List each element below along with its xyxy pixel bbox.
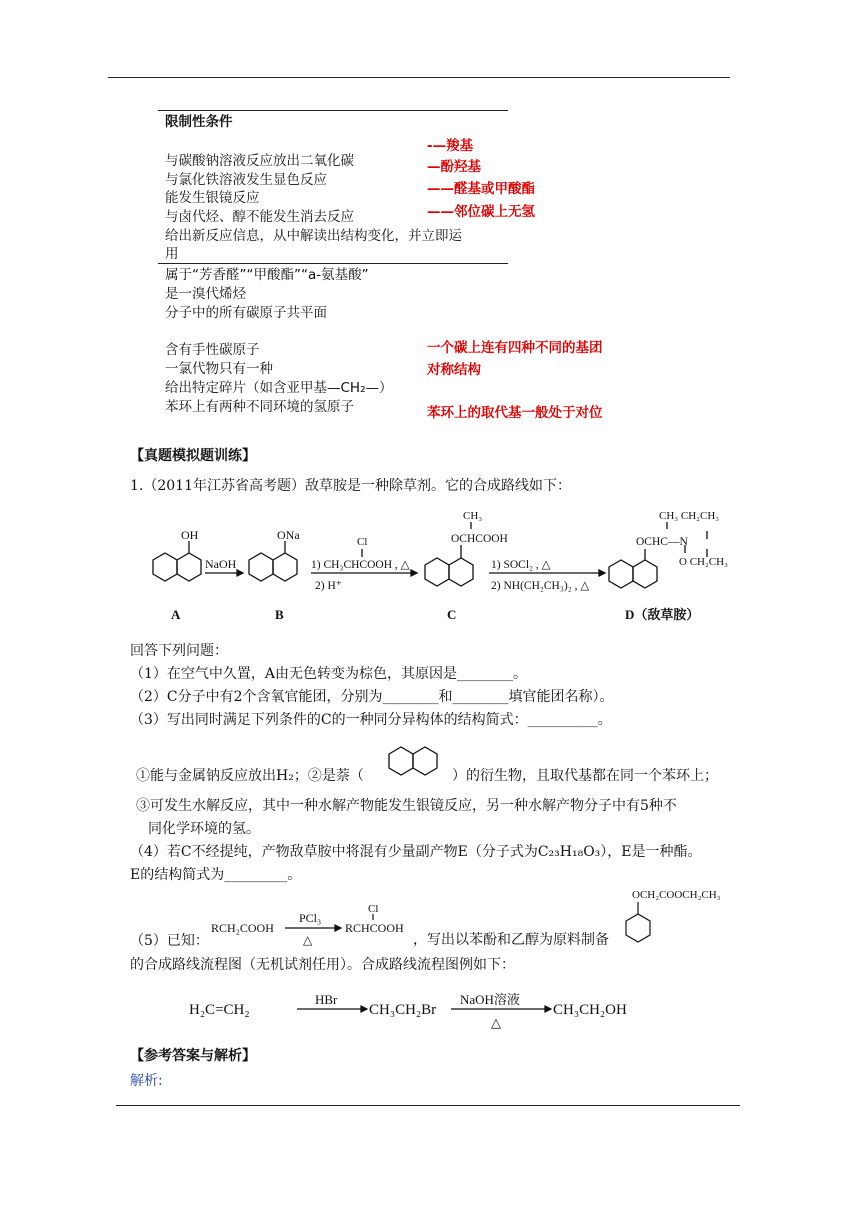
compound-label: D（敌草胺） [625, 607, 700, 622]
known-reaction [205, 900, 415, 950]
naphthalene-icon [383, 740, 447, 784]
structure-label: CH₃ [463, 510, 483, 522]
compound-label: A [171, 607, 181, 622]
condition-row: 与氯化铁溶液发生显色反应 [165, 172, 327, 188]
answer-section-title: 【参考答案与解析】 [130, 1048, 256, 1064]
question-5-known: （5）已知： [130, 933, 209, 949]
question-3: （3）写出同时满足下列条件的C的一种同分异构体的结构简式：__________。 [130, 712, 612, 728]
reaction-scheme [125, 505, 765, 625]
note-red: 一个碳上连有四种不同的基团 [427, 340, 603, 356]
structure-label: OCHCOOH [451, 533, 508, 545]
reagent-label: PCl₃ [299, 911, 322, 925]
flow-reagent: NaOH溶液 [460, 992, 520, 1007]
question-intro: 1.（2011年江苏省高考题）敌草胺是一种除草剂。它的合成路线如下： [130, 478, 571, 494]
naphthalene-ring [425, 558, 449, 586]
analysis-label: 解析: [130, 1073, 163, 1089]
flow-mid: CH₃CH₂Br [369, 1002, 437, 1018]
note-red: 对称结构 [427, 362, 481, 378]
question-4b: E的结构简式为_________。 [130, 867, 302, 883]
naphthalene-ring [249, 553, 273, 581]
condition-label: △ [303, 933, 313, 947]
reagent-label: 1) SOCl₂ , △ [491, 559, 551, 571]
question-5-line2: 的合成路线流程图（无机试剂任用）。合成路线流程图例如下： [130, 957, 515, 973]
condition-row: 能发生银镜反应 [165, 190, 260, 206]
condition-row: 含有手性碳原子 [165, 342, 260, 358]
table-header: 限制性条件 [165, 114, 233, 130]
note-red: -—羧基 [427, 138, 474, 154]
note-red: —酚羟基 [427, 159, 481, 175]
condition-row: 给出特定碎片（如含亚甲基—CH₂—） [165, 380, 393, 396]
structure-label: CH₃ CH₂CH₃ [659, 510, 720, 522]
reactant-label: RCH₂COOH [211, 921, 274, 935]
question-5-text: ，写出以苯酚和乙醇为原料制备 [413, 932, 609, 948]
table-mid-rule [158, 263, 508, 264]
target-structure [622, 883, 762, 953]
naphthalene-ring [609, 560, 633, 588]
structure-label: O CH₂CH₃ [679, 556, 728, 568]
note-red: ——醛基或甲酸酯 [427, 181, 535, 197]
flow-end: CH₃CH₂OH [553, 1002, 627, 1018]
question-1: （1）在空气中久置，A由无色转变为棕色，其原因是________。 [130, 666, 528, 682]
question-3-condition-1a: ①能与金属钠反应放出H₂；②是萘（ [136, 768, 364, 784]
condition-row: 是一溴代烯烃 [165, 286, 246, 302]
question-4a: （4）若C不经提纯，产物敌草胺中将混有少量副产物E（分子式为C₂₃H₁₈O₃），E是一种酯。 [130, 844, 702, 860]
example-flow [185, 982, 655, 1034]
structure-label: ONa [277, 528, 300, 542]
naphthalene-ring [153, 553, 177, 581]
naphthalene-ring [273, 553, 297, 581]
reagent-label: 2) NH(CH₂CH₃)₂ , △ [491, 580, 590, 592]
reagent-label: NaOH [205, 557, 237, 571]
question-3-condition-2a: ③可发生水解反应，其中一种水解产物能发生银镜反应，另一种水解产物分子中有5种不 [136, 798, 677, 814]
condition-row: 分子中的所有碳原子共平面 [165, 305, 327, 321]
naphthalene-ring [177, 553, 201, 581]
substituent-label: OCH₂COOCH₂CH₃ [632, 889, 721, 901]
condition-row: 与卤代烃、醇不能发生消去反应 [165, 209, 354, 225]
compound-label: C [447, 607, 457, 622]
condition-row: 与碳酸钠溶液反应放出二氧化碳 [165, 153, 354, 169]
flow-reagent: HBr [315, 992, 338, 1007]
note-red: ——邻位碳上无氢 [427, 204, 535, 220]
product-label: RCHCOOH [345, 921, 404, 935]
note-red: 苯环上的取代基一般处于对位 [427, 405, 603, 421]
structure-label: OH [181, 528, 199, 542]
naphthalene-ring [633, 560, 657, 588]
section-title: 【真题模拟题训练】 [130, 448, 256, 464]
answer-prompt: 回答下列问题： [130, 643, 228, 659]
condition-row: 给出新反应信息，从中解读出结构变化，并立即运 [165, 228, 462, 244]
condition-row: 苯环上有两种不同环境的氢原子 [165, 399, 354, 415]
compound-label: B [275, 607, 284, 622]
question-3-condition-2b: 同化学环境的氢。 [148, 821, 260, 837]
condition-row: 属于“芳香醛”“甲酸酯”“a-氨基酸” [165, 267, 369, 283]
table-top-rule [158, 110, 508, 111]
naphthalene-ring [449, 558, 473, 586]
structure-label: OCHC—N [636, 536, 688, 548]
reagent-label: 2) H⁺ [315, 580, 342, 592]
reagent-label: Cl [357, 536, 368, 548]
condition-row: 用 [165, 246, 179, 262]
condition-row: 一氯代物只有一种 [165, 361, 273, 377]
footer-rule [116, 1105, 740, 1106]
question-3-condition-1b: ）的衍生物，且取代基都在同一个苯环上； [452, 768, 718, 784]
product-label: Cl [368, 903, 379, 915]
reagent-label: 1) CH₃CHCOOH , △ [311, 559, 410, 571]
question-2: （2）C分子中有2个含氧官能团，分别为________和________填官能团名称）。 [130, 689, 614, 705]
flow-condition: △ [491, 1015, 501, 1030]
header-rule [108, 77, 730, 78]
flow-start: H₂C=CH₂ [189, 1002, 250, 1018]
